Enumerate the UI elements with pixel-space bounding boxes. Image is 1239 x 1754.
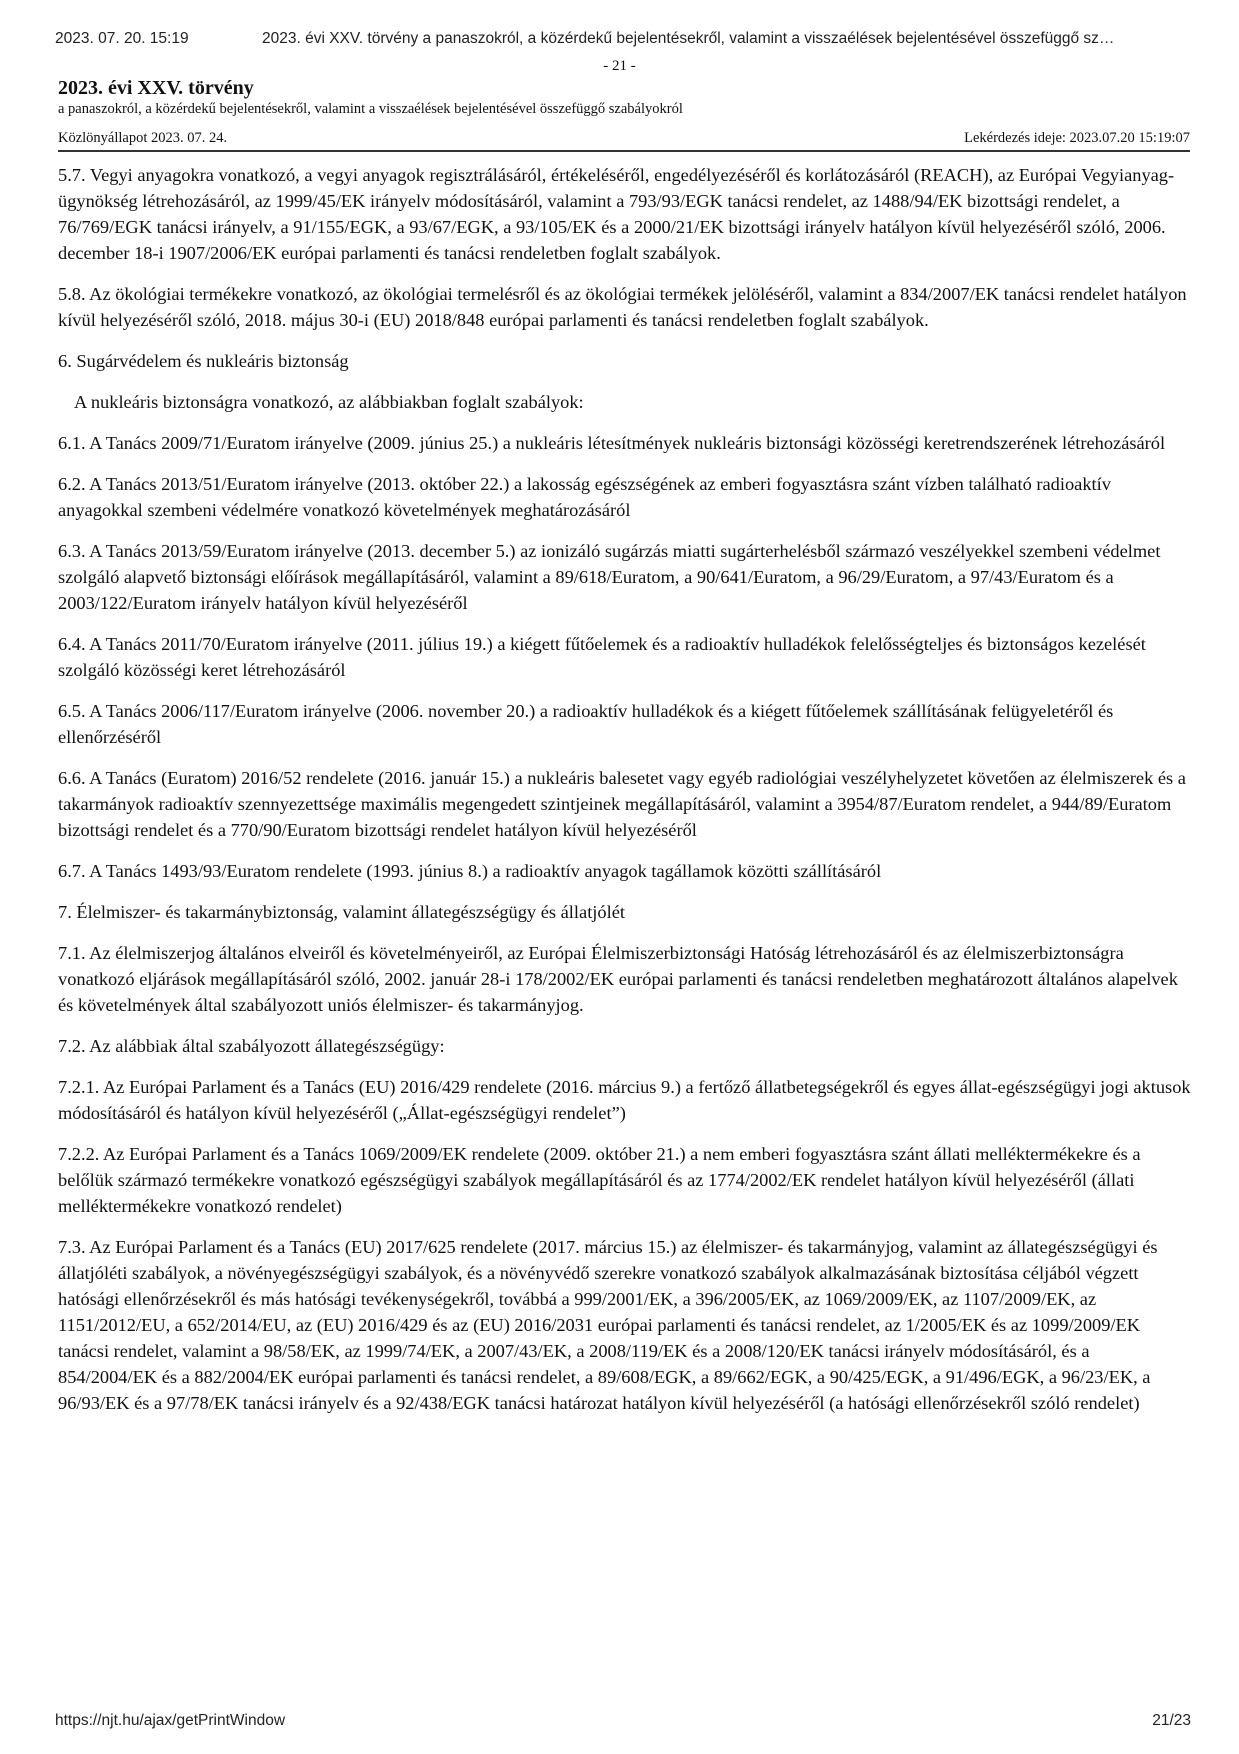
document-header: [58, 76, 1190, 150]
section-heading-7: 7. Élelmiszer- és takarmánybiztonság, valamint állategészségügy és állatjólét: [58, 902, 625, 922]
query-time: Lekérdezés ideje: 2023.07.20 15:19:07: [964, 130, 1190, 146]
print-footer: [0, 1712, 1239, 1732]
paragraph-6-2: 6.2. A Tanács 2013/51/Euratom irányelve (2013. október 22.) a lakosság egészségének az emberi fogyasztásra szánt vízben található radioaktív anyagokkal szembeni védelmére vonatkozó követelmények meghatározásáról: [58, 474, 1111, 520]
paragraph-5-7: 5.7. Vegyi anyagokra vonatkozó, a vegyi anyagok regisztrálásáról, értékeléséről, engedélyezéséről és korlátozásáról (REACH), az Európai Vegyianyag-ügynökség létrehozásáról, az 1999/45/EK irányelv módosításáról, valamint a 793/93/EGK tanácsi rendelet, az 1488/94/EK bizottsági rendelet, a 76/769/EGK tanácsi irányelv, a 91/155/EGK, a 93/67/EGK, a 93/105/EK és a 2000/21/EK bizottsági irányelv hatályon kívül helyezéséről szóló, 2006. december 18-i 1907/2006/EK európai parlamenti és tanácsi rendeletben foglalt szabályok.: [58, 165, 1175, 263]
paragraph-5-8: 5.8. Az ökológiai termékekre vonatkozó, az ökológiai termelésről és az ökológiai termékek jelöléséről, valamint a 834/2007/EK tanácsi rendelet hatályon kívül helyezéséről szóló, 2018. május 30-i (EU) 2018/848 európai parlamenti és tanácsi rendeletben foglalt szabályok.: [58, 284, 1187, 330]
page-number: - 21 -: [603, 58, 636, 74]
paragraph-7-3: 7.3. Az Európai Parlament és a Tanács (EU) 2017/625 rendelete (2017. március 15.) az élelmiszer- és takarmányjog, valamint az állategészségügyi és állatjóléti szabályok, a növényegészségügyi szabályok, és a növényvédő szerekre vonatkozó szabályok alkalmazásának biztosítása céljából végzett hatósági ellenőrzésekről és más hatósági tevékenységekről, továbbá a 999/2001/EK, a 396/2005/EK, az 1069/2009/EK, az 1107/2009/EK, az 1151/2012/EU, a 652/2014/EU, az (EU) 2016/429 és az (EU) 2016/2031 európai parlamenti és tanácsi rendelet, az 1/2005/EK és az 1099/2009/EK tanácsi rendelet, valamint a 98/58/EK, az 1999/74/EK, a 2007/43/EK, a 2008/119/EK és a 2008/120/EK tanácsi irányelv módosításáról, és a 854/2004/EK és a 882/2004/EK európai parlamenti és tanácsi rendelet, a 89/608/EGK, a 89/662/EGK, a 90/425/EGK, a 91/496/EGK, a 96/23/EK, a 96/93/EK és a 97/78/EK tanácsi irányelv és a 92/438/EGK tanácsi határozat hatályon kívül helyezéséről (a hatósági ellenőrzésekről szóló rendelet): [58, 1237, 1158, 1413]
paragraph-6-5: 6.5. A Tanács 2006/117/Euratom irányelve (2006. november 20.) a radioaktív hulladékok és a kiégett fűtőelemek szállításának felügyeletéről és ellenőrzéséről: [58, 701, 1114, 747]
section-heading-6: 6. Sugárvédelem és nukleáris biztonság: [58, 351, 349, 371]
header-divider: [58, 150, 1190, 152]
paragraph-6-6: 6.6. A Tanács (Euratom) 2016/52 rendelete (2016. január 15.) a nukleáris balesetet vagy egyéb radiológiai veszélyhelyzetet követően az élelmiszerek és a takarmányok radioaktív szennyezettsége maximális megengedett szintjeinek megállapításáról, valamint a 3954/87/Euratom rendelet, a 944/89/Euratom bizottsági rendelet és a 770/90/Euratom bizottsági rendelet hatályon kívül helyezéséről: [58, 768, 1186, 840]
document-meta: [58, 130, 1190, 150]
paragraph-6-1: 6.1. A Tanács 2009/71/Euratom irányelve (2009. június 25.) a nukleáris létesítmények nukleáris biztonsági közösségi keretrendszerének létrehozásáról: [58, 433, 1166, 453]
page-count: 21/23: [1152, 1712, 1191, 1729]
print-datetime: 2023. 07. 20. 15:19: [55, 30, 189, 47]
print-url: https://njt.hu/ajax/getPrintWindow: [55, 1712, 286, 1729]
document-title: 2023. évi XXV. törvény: [58, 77, 254, 99]
print-header: [0, 30, 1239, 50]
paragraph-7-2-2: 7.2.2. Az Európai Parlament és a Tanács 1069/2009/EK rendelete (2009. október 21.) a nem emberi fogyasztásra szánt állati melléktermékekre és a belőlük származó termékekre vonatkozó egészségügyi szabályok megállapításáról és az 1774/2002/EK rendelet hatályon kívül helyezéséről (állati melléktermékekre vonatkozó rendelet): [58, 1144, 1141, 1216]
paragraph-7-2: 7.2. Az alábbiak által szabályozott állategészségügy:: [58, 1036, 445, 1056]
print-title: 2023. évi XXV. törvény a panaszokról, a közérdekű bejelentésekről, valamint a visszaélések bejelentésével összefüggő sz…: [262, 30, 1115, 47]
paragraph-7-2-1: 7.2.1. Az Európai Parlament és a Tanács (EU) 2016/429 rendelete (2016. március 9.) a fertőző állatbetegségekről és egyes állat-egészségügyi jogi aktusok módosításáról és hatályon kívül helyezéséről („Állat-egészségügyi rendelet”): [58, 1077, 1191, 1123]
paragraph-intro-6: A nukleáris biztonságra vonatkozó, az alábbiakban foglalt szabályok:: [74, 392, 584, 412]
paragraph-6-3: 6.3. A Tanács 2013/59/Euratom irányelve (2013. december 5.) az ionizáló sugárzás miatti sugárterhelésből származó veszélyekkel szembeni védelmet szolgáló alapvető biztonsági előírások megállapításáról, valamint a 89/618/Euratom, a 90/641/Euratom, a 96/29/Euratom, a 97/43/Euratom és a 2003/122/Euratom irányelv hatályon kívül helyezéséről: [58, 541, 1161, 613]
paragraph-6-7: 6.7. A Tanács 1493/93/Euratom rendelete (1993. június 8.) a radioaktív anyagok tagállamok közötti szállításáról: [58, 861, 882, 881]
document-subtitle: a panaszokról, a közérdekű bejelentésekről, valamint a visszaélések bejelentésével összefüggő szabályokról: [58, 101, 683, 117]
paragraph-7-1: 7.1. Az élelmiszerjog általános elveiről és követelményeiről, az Európai Élelmiszerbiztonsági Hatóság létrehozásáról és az élelmiszerbiztonságra vonatkozó eljárások megállapításáról szóló, 2002. január 28-i 178/2002/EK európai parlamenti és tanácsi rendeletben meghatározott általános alapelvek és követelmények által szabályozott uniós élelmiszer- és takarmányjog.: [58, 943, 1178, 1015]
paragraph-6-4: 6.4. A Tanács 2011/70/Euratom irányelve (2011. július 19.) a kiégett fűtőelemek és a radioaktív hulladékok felelősségteljes és biztonságos kezelését szolgáló közösségi keret létrehozásáról: [58, 634, 1146, 680]
document-body: [58, 162, 1193, 1431]
gazette-state: Közlönyállapot 2023. 07. 24.: [58, 130, 228, 146]
